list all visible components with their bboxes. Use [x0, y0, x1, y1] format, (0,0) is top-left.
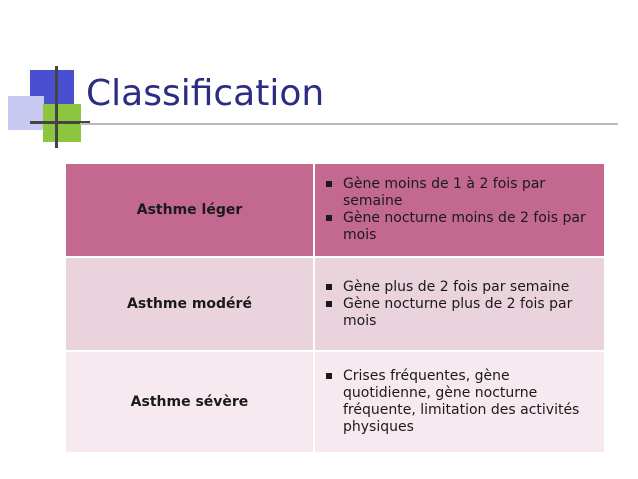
decorative-squares — [0, 0, 100, 150]
lilac-square-decoration — [8, 96, 44, 130]
list-item — [315, 279, 600, 296]
row-label: Asthme léger — [66, 164, 314, 257]
list-item-text: Crises fréquentes, gène quotidienne, gène nocturne fréquente, limitation des activités physiques — [343, 368, 580, 435]
square-bullet-icon — [326, 301, 332, 307]
row-description — [314, 257, 604, 351]
table-row-asthme-severe — [66, 351, 604, 453]
list-item — [315, 296, 600, 330]
bullet-list — [315, 176, 600, 244]
list-item-text: Gène nocturne moins de 2 fois par mois — [343, 210, 586, 243]
row-label: Asthme modéré — [66, 257, 314, 351]
table-row-asthme-leger — [66, 164, 604, 257]
list-item-text: Gène nocturne plus de 2 fois par mois — [343, 295, 573, 329]
row-label: Asthme sévère — [66, 351, 314, 453]
table-row-asthme-modere — [66, 257, 604, 351]
list-item — [315, 368, 600, 436]
slide-title: Classification — [86, 73, 325, 114]
square-bullet-icon — [326, 181, 332, 187]
list-item-text: Gène moins de 1 à 2 fois par semaine — [343, 176, 546, 209]
bullet-list — [315, 279, 600, 330]
row-description — [314, 351, 604, 453]
square-bullet-icon — [326, 284, 332, 290]
list-item — [315, 176, 600, 210]
square-bullet-icon — [326, 373, 332, 379]
list-item — [315, 210, 600, 244]
bullet-list — [315, 368, 600, 436]
vertical-line-decoration — [55, 66, 58, 148]
list-item-text: Gène plus de 2 fois par semaine — [343, 278, 570, 295]
classification-table — [66, 164, 604, 454]
square-bullet-icon — [326, 215, 332, 221]
row-description — [314, 164, 604, 257]
title-underline — [80, 123, 618, 125]
